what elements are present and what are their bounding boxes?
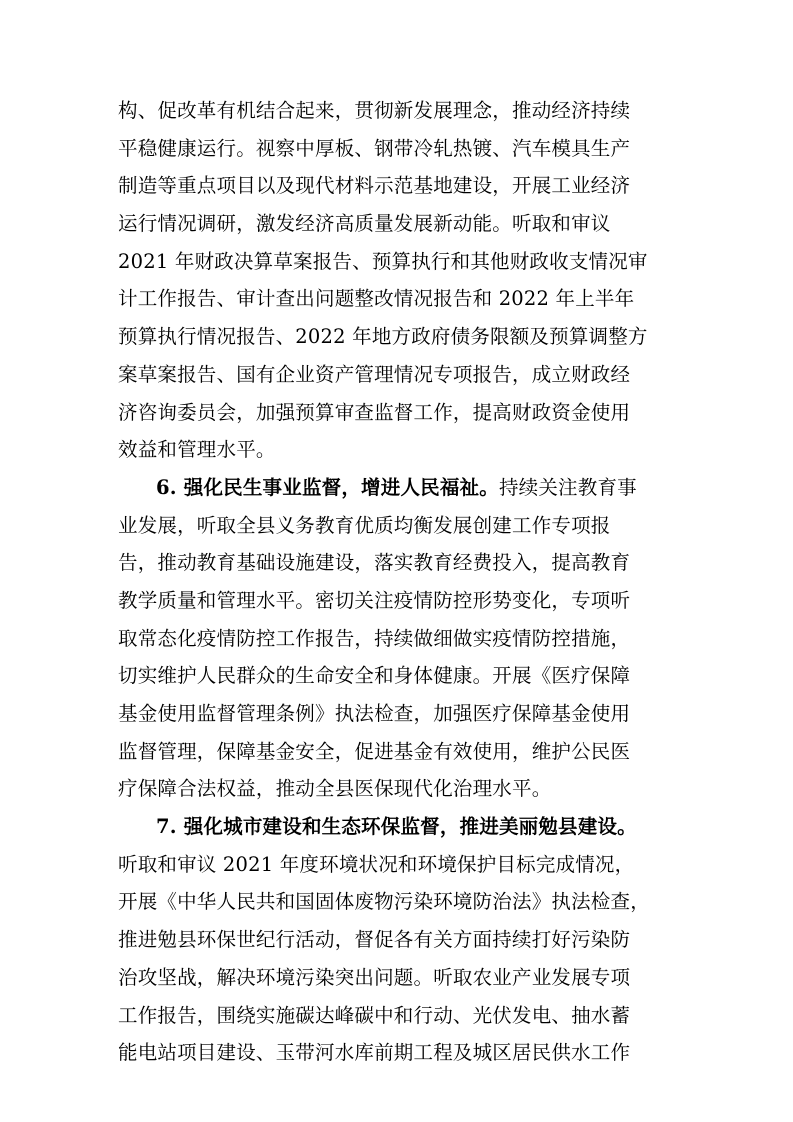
text-line: 制造等重点项目以及现代材料示范基地建设，开展工业经济 (118, 174, 631, 198)
text-line: 2021 年财政决算草案报告、预算执行和其他财政收支情况审 (118, 249, 648, 273)
text-line: 听取和审议 2021 年度环境状况和环境保护目标完成情况， (118, 852, 635, 876)
section-6-first-line (118, 469, 678, 507)
text-line: 取常态化疫情防控工作报告，持续做细做实疫情防控措施， (118, 626, 631, 650)
text-line: 监督管理，保障基金安全，促进基金有效使用，维护公民医 (118, 739, 631, 763)
text-line: 基金使用监督管理条例》执法检查，加强医疗保障基金使用 (118, 702, 631, 725)
text-line: 开展《中华人民共和国固体废物污染环境防治法》执法检查， (118, 890, 650, 914)
text-line: 济咨询委员会，加强预算审查监督工作，提高财政资金使用 (118, 400, 631, 424)
text-line: 预算执行情况报告、2022 年地方政府债务限额及预算调整方 (118, 325, 648, 349)
text-line: 工作报告，围绕实施碳达峰碳中和行动、光伏发电、抽水蓄 (118, 1003, 631, 1027)
section-6-first-line-text: 持续关注教育事 (498, 475, 637, 499)
text-line: 教学质量和管理水平。密切关注疫情防控形势变化，专项听 (118, 588, 631, 612)
section-7-heading: 7. 强化城市建设和生态环保监督，推进美丽勉县建设。 (156, 815, 637, 839)
text-line: 治攻坚战，解决环境污染突出问题。听取农业产业发展专项 (118, 965, 631, 989)
text-line: 构、促改革有机结合起来，贯彻新发展理念，推动经济持续 (118, 99, 631, 122)
text-line: 告，推动教育基础设施建设，落实教育经费投入，提高教育 (118, 551, 631, 575)
text-line: 计工作报告、审计查出问题整改情况报告和 2022 年上半年 (118, 287, 635, 311)
text-line: 疗保障合法权益，推动全县医保现代化治理水平。 (118, 777, 552, 801)
text-line: 案草案报告、国有企业资产管理情况专项报告，成立财政经 (118, 362, 631, 386)
section-6-heading: 6. 强化民生事业监督，增进人民福祉。 (156, 475, 499, 499)
body-text (118, 92, 678, 1072)
text-line: 运行情况调研，激发经济高质量发展新动能。听取和审议 (118, 212, 611, 236)
text-line: 推进勉县环保世纪行活动，督促各有关方面持续打好污染防 (118, 928, 631, 952)
text-line: 业发展，听取全县义务教育优质均衡发展创建工作专项报 (118, 513, 611, 537)
text-line: 能电站项目建设、玉带河水库前期工程及城区居民供水工作 (118, 1041, 631, 1065)
text-line: 平稳健康运行。视察中厚板、钢带冷轧热镀、汽车模具生产 (118, 136, 631, 160)
text-line: 效益和管理水平。 (118, 438, 276, 462)
text-line: 切实维护人民群众的生命安全和身体健康。开展《医疗保障 (118, 664, 631, 688)
